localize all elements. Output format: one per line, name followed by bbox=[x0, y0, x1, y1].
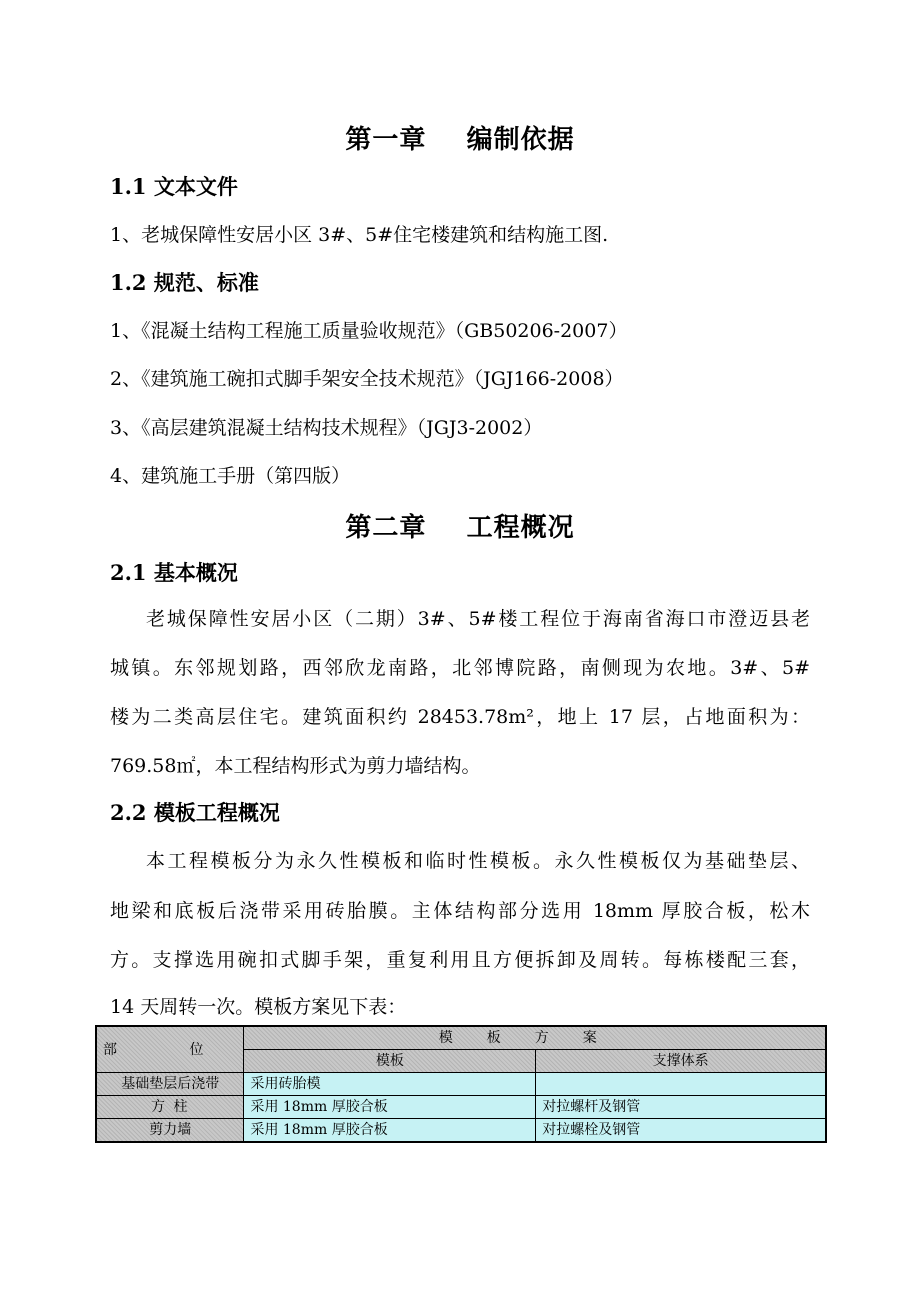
list-item: 1、《混凝土结构工程施工质量验收规范》（GB50206-2007） bbox=[110, 320, 628, 342]
chapter-1-title: 第一章 编制依据 bbox=[345, 125, 575, 155]
table-row bbox=[96, 1073, 826, 1096]
formwork-plan-table bbox=[95, 1025, 827, 1143]
paragraph-line: 老城保障性安居小区（二期）3#、5#楼工程位于海南省海口市澄迈县老 bbox=[146, 608, 810, 630]
header-support: 支撑体系 bbox=[536, 1050, 826, 1073]
list-item: 3、《高层建筑混凝土结构技术规程》（JGJ3-2002） bbox=[110, 417, 543, 439]
row-formwork: 采用 18mm 厚胶合板 bbox=[244, 1096, 536, 1119]
paragraph-line: 方。支撑选用碗扣式脚手架，重复利用且方便拆卸及周转。每栋楼配三套， bbox=[110, 949, 810, 971]
chapter-2-title: 第二章 工程概况 bbox=[345, 513, 575, 543]
section-1-2-heading: 1.2 规范、标准 bbox=[110, 270, 259, 295]
paragraph-line: 楼为二类高层住宅。建筑面积约 28453.78m²，地上 17 层，占地面积为： bbox=[110, 706, 810, 728]
row-support: 对拉螺杆及钢管 bbox=[536, 1096, 826, 1119]
header-formwork: 模板 bbox=[244, 1050, 536, 1073]
section-1-1-heading: 1.1 文本文件 bbox=[110, 174, 238, 199]
paragraph-line: 城镇。东邻规划路，西邻欣龙南路，北邻博院路，南侧现为农地。3#、5# bbox=[110, 657, 810, 679]
row-support: 对拉螺栓及钢管 bbox=[536, 1119, 826, 1143]
header-plan-label: 模板方案 bbox=[438, 1030, 631, 1046]
paragraph-line: 769.58㎡，本工程结构形式为剪力墙结构。 bbox=[110, 755, 481, 777]
row-support bbox=[536, 1073, 826, 1096]
row-part: 基础垫层后浇带 bbox=[96, 1073, 244, 1096]
paragraph-line: 本工程模板分为永久性模板和临时性模板。永久性模板仅为基础垫层、 bbox=[146, 850, 810, 872]
section-2-1-heading: 2.1 基本概况 bbox=[110, 560, 238, 585]
list-item: 1、老城保障性安居小区 3#、5#住宅楼建筑和结构施工图. bbox=[110, 224, 609, 246]
table-row bbox=[96, 1119, 826, 1143]
header-plan bbox=[244, 1026, 826, 1050]
header-part-label: 部 位 bbox=[103, 1041, 238, 1058]
row-formwork: 采用 18mm 厚胶合板 bbox=[244, 1119, 536, 1143]
section-2-2-heading: 2.2 模板工程概况 bbox=[110, 800, 280, 825]
paragraph-line: 14 天周转一次。模板方案见下表： bbox=[110, 996, 407, 1018]
header-part bbox=[96, 1026, 244, 1073]
row-formwork: 采用砖胎模 bbox=[244, 1073, 536, 1096]
row-part-label: 方 柱 bbox=[151, 1099, 190, 1115]
list-item: 2、《建筑施工碗扣式脚手架安全技术规范》（JGJ166-2008） bbox=[110, 368, 624, 390]
row-part: 剪力墙 bbox=[96, 1119, 244, 1143]
table-row bbox=[96, 1096, 826, 1119]
list-item: 4、建筑施工手册（第四版） bbox=[110, 465, 351, 487]
paragraph-line: 地梁和底板后浇带采用砖胎膜。主体结构部分选用 18mm 厚胶合板，松木 bbox=[110, 900, 810, 922]
row-part bbox=[96, 1096, 244, 1119]
